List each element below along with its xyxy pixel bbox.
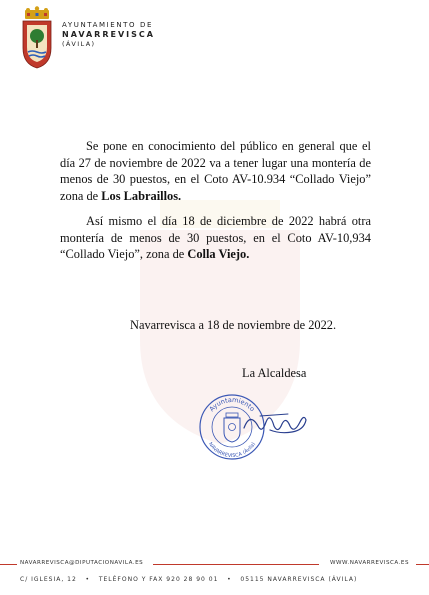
letterhead (20, 6, 280, 76)
footer-divider (416, 564, 429, 565)
zone-name-1: Los Labraillos. (101, 188, 182, 203)
notice-body (60, 138, 371, 272)
date-line: Navarrevisca a 18 de noviembre de 2022. (130, 318, 337, 332)
stamp-top-text: Ayuntamiento (207, 395, 257, 414)
org-province: (ÁVILA) (62, 40, 96, 48)
footer-divider (0, 564, 17, 565)
org-name-line1: AYUNTAMIENTO DE (62, 21, 153, 29)
stamp-bottom-text: NAVARREVISCA (Ávila) (206, 441, 257, 460)
footer-contact-row (0, 560, 429, 572)
org-name-line2: NAVARREVISCA (62, 30, 155, 39)
zone-name-2: Colla Viejo. (187, 247, 250, 261)
footer-address-row (20, 576, 357, 583)
svg-text:NAVARREVISCA (Ávila) (207, 441, 257, 459)
handwritten-signature (240, 404, 310, 442)
footer-phone: TELÉFONO Y FAX 920 28 90 01 (98, 576, 219, 583)
footer-address: C/ IGLESIA, 12 (20, 576, 77, 583)
footer-email-link[interactable]: NAVARREVISCA@DIPUTACIONAVILA.ES (20, 560, 144, 566)
footer-separator: • (85, 576, 91, 583)
coat-of-arms-icon (20, 6, 54, 70)
footer-postal-address: 05115 NAVARREVISCA (ÁVILA) (240, 576, 358, 583)
notice-paragraph-1: Se pone en conocimiento del público en general que el día 27 de noviembre de 2022 va a tener lugar una montería de menos de 30 puestos, en el Coto AV-10.934 “Collado Viejo” zona de Los Labraillos. (60, 139, 371, 203)
footer-separator: • (227, 576, 232, 583)
footer-divider (153, 564, 319, 565)
notice-paragraph-2: Así mismo el día 18 de diciembre de 2022 habrá otra montería de menos de 30 puestos, en el Coto AV-10,934 “Collado Viejo”, zona de Colla Viejo. (60, 214, 371, 261)
signatory-title: La Alcaldesa (242, 366, 307, 380)
footer-website-link[interactable]: WWW.NAVARREVISCA.ES (329, 560, 409, 566)
